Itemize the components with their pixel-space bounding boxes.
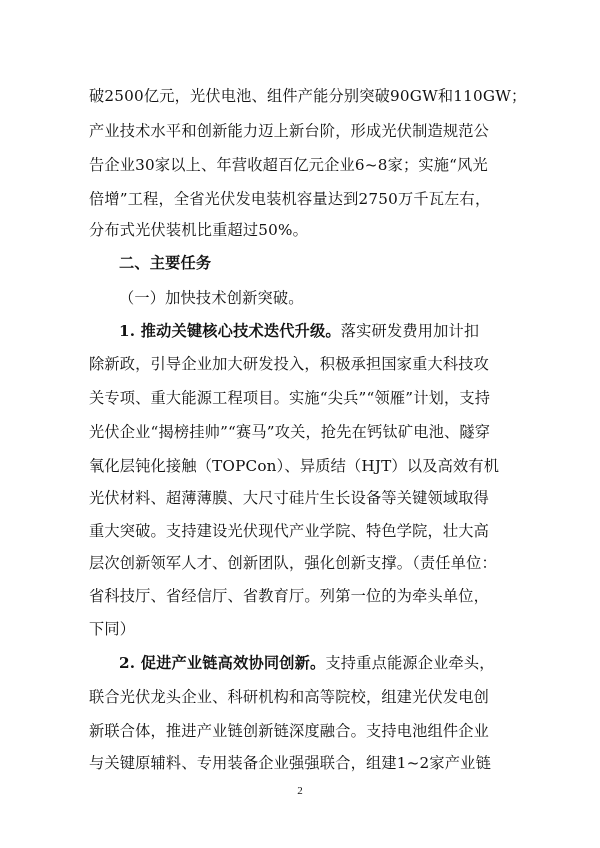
paragraph-line: 氧化层钝化接触（TOPCon）、异质结（HJT）以及高效有机 — [89, 457, 500, 475]
paragraph-line: 告企业30家以上、年营收超百亿元企业6~8家；实施“风光 — [89, 156, 488, 174]
item-2-first-line — [119, 653, 519, 673]
paragraph-line: 重大突破。支持建设光伏现代产业学院、特色学院，壮大高 — [89, 522, 490, 540]
item-2-first-line-text: 支持重点能源企业牵头， — [325, 654, 495, 672]
item-1-title: 1. 推动关键核心技术迭代升级。 — [119, 322, 341, 340]
item-1-first-line-text: 落实研发费用加计扣 — [340, 322, 480, 340]
paragraph-line: 分布式光伏装机比重超过50%。 — [89, 221, 309, 239]
paragraph-line: 破2500亿元，光伏电池、组件产能分别突破90GW和110GW； — [89, 87, 527, 105]
paragraph-line: 关专项、重大能源工程项目。实施“尖兵”“领雁”计划，支持 — [89, 389, 491, 407]
item-2-title: 2. 促进产业链高效协同创新。 — [119, 654, 326, 672]
paragraph-line: 与关键原辅料、专用装备企业强强联合，组建1~2家产业链 — [89, 754, 491, 772]
paragraph-line: 新联合体，推进产业链创新链深度融合。支持电池组件企业 — [89, 722, 490, 740]
paragraph-line: 光伏企业“揭榜挂帅”“赛马”攻关，抢先在钙钛矿电池、隧穿 — [89, 423, 491, 441]
page-number: 2 — [297, 785, 303, 797]
paragraph-line: 下同） — [89, 620, 136, 638]
paragraph-line: 产业技术水平和创新能力迈上新台阶，形成光伏制造规范公 — [89, 122, 490, 140]
paragraph-line: 层次创新领军人才、创新团队，强化创新支撑。（责任单位： — [89, 554, 497, 572]
item-1-first-line — [119, 321, 519, 341]
paragraph-line: 光伏材料、超薄薄膜、大尺寸硅片生长设备等关键领域取得 — [89, 489, 490, 507]
section-heading: 二、主要任务 — [119, 254, 212, 272]
paragraph-line: 倍增”工程，全省光伏发电装机容量达到2750万千瓦左右， — [89, 190, 491, 208]
subsection-heading: （一）加快技术创新突破。 — [119, 289, 304, 307]
paragraph-line: 省科技厅、省经信厅、省教育厅。列第一位的为牵头单位， — [89, 587, 490, 605]
paragraph-line: 联合光伏龙头企业、科研机构和高等院校，组建光伏发电创 — [89, 688, 490, 706]
paragraph-line: 除新政，引导企业加大研发投入，积极承担国家重大科技攻 — [89, 355, 490, 373]
